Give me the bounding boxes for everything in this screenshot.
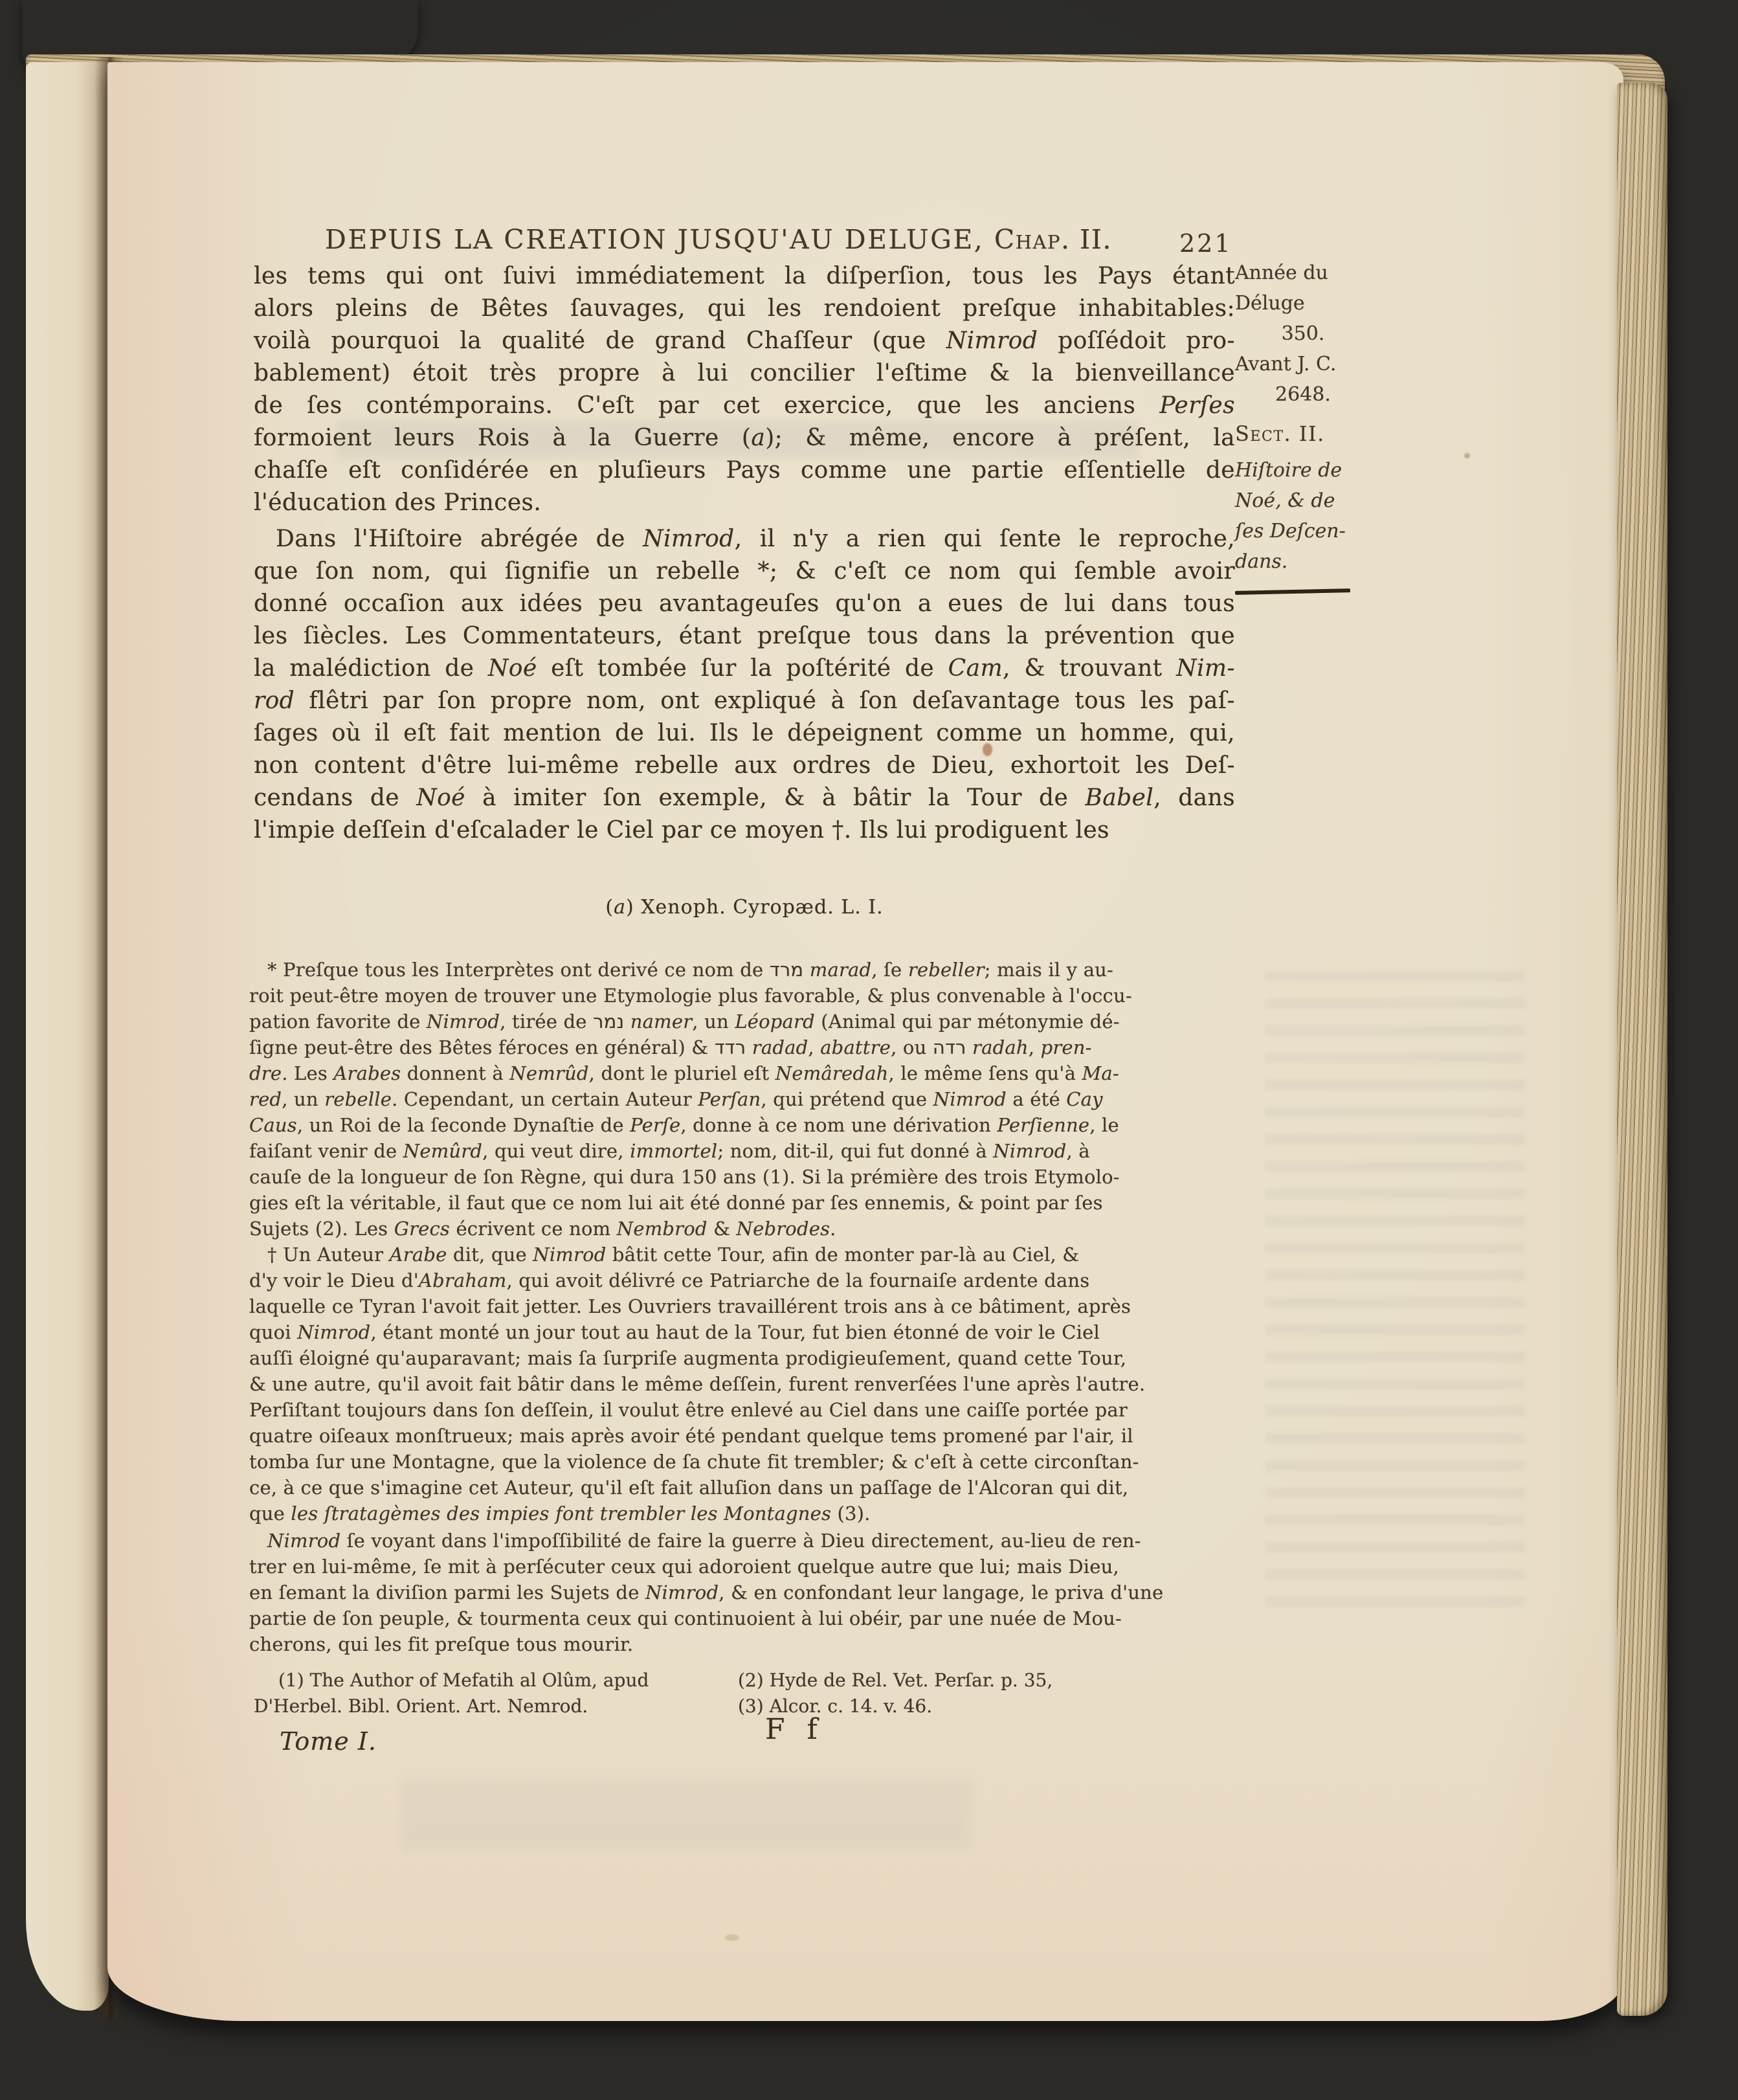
reference-column-2: [738, 1668, 1191, 1719]
text-line: donné occaſion aux idées peu avantageuſes qu'on a eues de lui dans tous: [254, 590, 1235, 617]
footnote-dagger: [249, 1242, 1256, 1526]
avant-jc-year: 2648.: [1275, 383, 1331, 406]
text-line: ſages où il eſt fait mention de lui. Ils le dépeignent comme un homme, qui,: [254, 720, 1235, 746]
reference-2: (2) Hyde de Rel. Vet. Perſar. p. 35,: [738, 1670, 1053, 1691]
text-line: l'impie deſſein d'eſcalader le Ciel par ce moyen †. Ils lui prodiguent les: [254, 817, 1109, 843]
text-line: roit peut-être moyen de trouver une Etymologie plus favorable, & plus convenable à l'occu-: [249, 985, 1132, 1007]
reference-column-1: [254, 1668, 738, 1719]
text-line: d'y voir le Dieu d'Abraham, qui avoit délivré ce Patriarche de la fournaiſe ardente dans: [249, 1269, 1090, 1291]
text-line: les tems qui ont ſuivi immédiatement la diſperſion, tous les Pays étant: [254, 263, 1235, 289]
text-line: cauſe de la longueur de ſon Règne, qui dura 150 ans (1). Si la prémière des trois Etymolo-: [249, 1166, 1120, 1188]
body-paragraph-1: [254, 260, 1235, 519]
text-line: que ſon nom, qui ſignifie un rebelle *; & c'eſt ce nom qui ſemble avoir: [254, 558, 1235, 585]
text-line: ce, à ce que s'imagine cet Auteur, qu'il eſt fait alluſion dans un paſſage de l'Alcoran qui dit,: [249, 1477, 1129, 1499]
text-line: rod flêtri par ſon propre nom, ont expliqué à ſon deſavantage tous les paſ-: [254, 687, 1235, 714]
paper-stain: [725, 1934, 739, 1941]
text-line: Hiſtoire de: [1235, 459, 1342, 482]
text-line: Noé, & de: [1235, 489, 1335, 512]
text-line: pation favorite de Nimrod, tirée de נמר namer, un Léopard (Animal qui par métonymie dé-: [249, 1011, 1120, 1033]
text-line: alors pleins de Bêtes ſauvages, qui les rendoient preſque inhabitables:: [254, 295, 1235, 322]
gathering-signature: F f: [765, 1713, 824, 1746]
footnote-star: [249, 957, 1256, 1242]
section-title-lines: [1235, 455, 1371, 577]
text-line: Sujets (2). Les Grecs écrivent ce nom Nembrod & Nebrodes.: [249, 1218, 836, 1240]
text-line: Déluge: [1235, 292, 1305, 315]
text-line: & une autre, qu'il avoit fait bâtir dans le même deſſein, furent renverſées l'une après l'autre.: [249, 1373, 1146, 1395]
text-line: gies eſt la véritable, il faut que ce nom lui ait été donné par ſes ennemis, & point par ſes: [249, 1192, 1103, 1214]
text-line: red, un rebelle. Cependant, un certain Auteur Perſan, qui prétend que Nimrod a été Cay: [249, 1088, 1103, 1110]
footnote-nimrod-paragraph: [249, 1528, 1256, 1657]
text-line: dans.: [1235, 550, 1288, 573]
text-line: en ſemant la diviſion parmi les Sujets de Nimrod, & en confondant leur langage, le priva d'une: [249, 1581, 1164, 1603]
text-line: cendans de Noé à imiter ſon exemple, & à bâtir la Tour de Babel, dans: [254, 785, 1235, 811]
text-line: faiſant venir de Nemûrd, qui veut dire, immortel; nom, dit-il, qui fut donné à Nimrod, à: [249, 1140, 1090, 1162]
text-line: les ſiècles. Les Commentateurs, étant preſque tous dans la prévention que: [254, 623, 1235, 649]
citation-note-a: (a) Xenoph. Cyropæd. L. I.: [605, 896, 884, 919]
text-line: † Un Auteur Arabe dit, que Nimrod bâtit cette Tour, afin de monter par-là au Ciel, &: [267, 1244, 1080, 1266]
reference-1-cont: D'Herbel. Bibl. Orient. Art. Nemrod.: [254, 1695, 588, 1717]
text-line: ſigne peut-être des Bêtes féroces en général) & רדד radad, abattre, ou רדה radah, pren-: [249, 1036, 1092, 1058]
text-line: Nimrod ſe voyant dans l'impoſſibilité de faire la guerre à Dieu directement, au-lieu de ren-: [267, 1530, 1141, 1552]
avant-jc-label: Avant J. C.: [1235, 353, 1337, 375]
header-title: DEPUIS LA CREATION JUSQU'AU DELUGE,: [325, 224, 985, 255]
text-line: que les ſtratagèmes des impies font trembler les Montagnes (3).: [249, 1502, 871, 1525]
section-label: Sect. II.: [1235, 421, 1325, 446]
text-line: de ſes contémporains. C'eſt par cet exercice, que les anciens Perſes: [254, 392, 1235, 419]
running-header: [254, 224, 1183, 255]
page-number: 221: [1179, 229, 1232, 258]
reference-1: (1) The Author of Mefatih al Olûm, apud: [278, 1670, 649, 1691]
paper-stain: [1464, 453, 1470, 458]
margin-notes: [1235, 258, 1371, 594]
reference-3: (3) Alcor. c. 14. v. 46.: [738, 1695, 933, 1717]
text-line: cherons, qui les fit preſque tous mourir.: [249, 1633, 634, 1655]
text-line: l'éducation des Princes.: [254, 489, 542, 516]
reference-notes: [254, 1668, 1244, 1719]
text-line: Dans l'Hiſtoire abrégée de Nimrod, il n'y a rien qui ſente le reproche,: [276, 526, 1235, 552]
text-line: * Preſque tous les Interprètes ont derivé ce nom de מרד marad, ſe rebeller; mais il y au-: [267, 959, 1114, 981]
header-chapter: Chap. II.: [994, 224, 1112, 255]
text-line: quatre oiſeaux monſtrueux; mais après avoir été pendant quelque tems promené par l'air, il: [249, 1425, 1133, 1447]
margin-note-lines: [1235, 258, 1371, 318]
text-line: tomba ſur une Montagne, que la violence de ſa chute fit trembler; & c'eſt à cette circonſtan-: [249, 1451, 1139, 1473]
text-line: non content d'être lui-même rebelle aux ordres de Dieu, exhortoit les Deſ-: [254, 752, 1235, 779]
text-line: laquelle ce Tyran l'avoit fait jetter. Les Ouvriers travaillérent trois ans à ce bâtiment, après: [249, 1295, 1131, 1317]
text-line: bablement) étoit très propre à lui concilier l'eſtime & la bienveillance: [254, 360, 1235, 386]
text-line: Année du: [1235, 262, 1328, 284]
text-line: auſſi éloigné qu'auparavant; mais ſa ſurpriſe augmenta prodigieuſement, quand cette Tour,: [249, 1347, 1127, 1369]
body-paragraph-2: [254, 523, 1235, 847]
text-line: ſes Deſcen-: [1235, 520, 1346, 542]
text-line: la malédiction de Noé eſt tombée ſur la poſtérité de Cam, & trouvant Nim-: [254, 655, 1235, 682]
text-line: quoi Nimrod, étant monté un jour tout au haut de la Tour, fut bien étonné de voir le Ciel: [249, 1321, 1100, 1343]
text-line: Perſiſtant toujours dans ſon deſſein, il voulut être enlevé au Ciel dans une caiſſe portée par: [249, 1399, 1128, 1421]
text-line: dre. Les Arabes donnent à Nemrûd, dont le pluriel eſt Nemâredah, le même ſens qu'à Ma-: [249, 1062, 1119, 1084]
text-line: trer en lui-même, ſe mit à perſécuter ceux qui adoroient quelque autre que lui; mais Dieu,: [249, 1556, 1119, 1578]
text-line: formoient leurs Rois à la Guerre (a); & même, encore à préſent, la: [254, 425, 1235, 451]
text-line: Caus, un Roi de la ſeconde Dynaſtie de Perſe, donne à ce nom une dérivation Perſienne, le: [249, 1114, 1119, 1136]
page-block-right-edge: [1617, 83, 1667, 2016]
tome-label: Tome I.: [280, 1727, 377, 1756]
text-line: voilà pourquoi la qualité de grand Chaſſeur (que Nimrod poſſédoit pro-: [254, 328, 1235, 354]
deluge-year: 350.: [1281, 322, 1325, 345]
text-line: chaſſe eſt conſidérée en pluſieurs Pays comme une partie eſſentielle de: [254, 457, 1235, 484]
text-line: partie de ſon peuple, & tourmenta ceux qui continuoient à lui obéir, par une nuée de Mou-: [249, 1607, 1122, 1629]
